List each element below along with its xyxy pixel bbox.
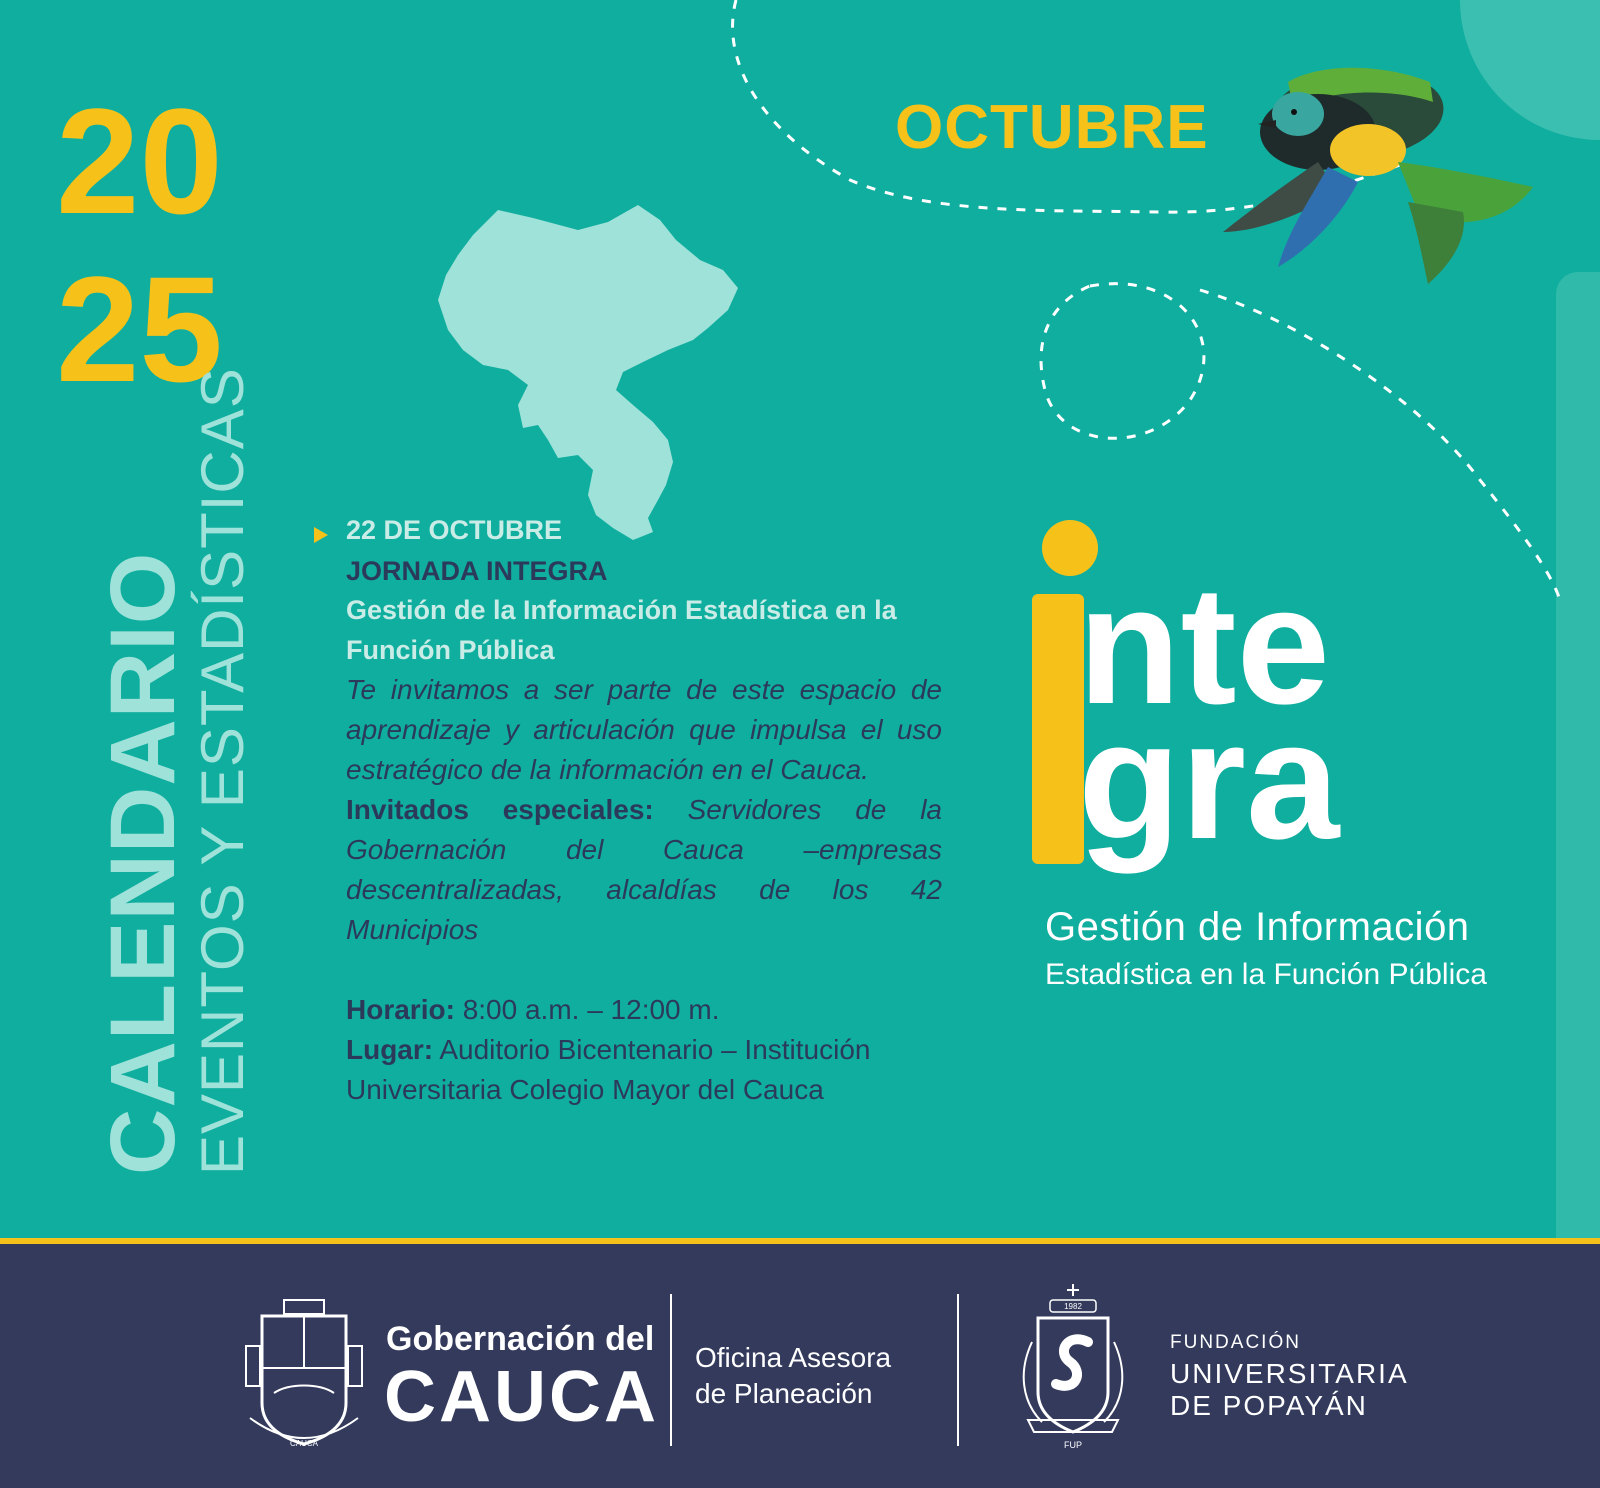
event-details [346, 515, 942, 1110]
fup-line-2: UNIVERSITARIA [1170, 1358, 1409, 1389]
event-description: Te invitamos a ser parte de este espacio de aprendizaje y articulación que impulsa el uso estratégico de la información en el Cauca. [346, 674, 942, 785]
integra-word-top: nte [1078, 551, 1330, 739]
year-top: 20 [56, 77, 223, 245]
fup-shield-icon [1008, 1282, 1138, 1450]
guests-label: Invitados especiales: [346, 794, 654, 825]
month-label: OCTUBRE [895, 93, 1209, 162]
place-value: Auditorio Bicentenario – Institución Universitaria Colegio Mayor del Cauca [346, 1034, 871, 1105]
gov-line-2: CAUCA [384, 1357, 659, 1437]
event-place [346, 1030, 942, 1110]
integra-word-bottom: gra [1078, 686, 1340, 874]
event-guests [346, 790, 942, 950]
fup-badge: FUP [1064, 1440, 1082, 1450]
triangle-bullet-icon [314, 527, 328, 543]
event-schedule [346, 990, 942, 1030]
calendar-subtitle: EVENTOS Y ESTADÍSTICAS [189, 367, 256, 1175]
crest-label: CAUCA [289, 1439, 319, 1448]
tanager-bird-icon [1218, 62, 1543, 287]
place-label: Lugar: [346, 1034, 434, 1065]
year-bottom: 25 [56, 245, 223, 413]
integra-logo [1030, 518, 1490, 883]
integra-tagline-2: Estadística en la Función Pública [1045, 958, 1487, 991]
integra-tagline-1: Gestión de Información [1045, 905, 1470, 949]
guests-value: Servidores de la Gobernación del Cauca –empresas descentralizadas, alcaldías de los 42 Municipios [346, 794, 942, 945]
fup-year: 1982 [1064, 1302, 1082, 1311]
schedule-value: 8:00 a.m. – 12:00 m. [462, 994, 720, 1025]
event-date-row [346, 515, 942, 546]
fup-line-1: FUNDACIÓN [1170, 1332, 1301, 1353]
event-title: JORNADA INTEGRA [346, 556, 608, 586]
gov-line-1: Gobernación del [386, 1320, 655, 1358]
schedule-label: Horario: [346, 994, 455, 1025]
event-subtitle: Gestión de la Información Estadística en la Función Pública [346, 595, 897, 665]
office-line-1: Oficina Asesora [695, 1342, 892, 1373]
vertical-title [92, 367, 258, 1175]
event-date: 22 DE OCTUBRE [346, 515, 563, 545]
footer-separator [670, 1294, 672, 1446]
footer-separator [957, 1294, 959, 1446]
office-line-2: de Planeación [695, 1378, 873, 1409]
cauca-crest-icon [244, 1298, 364, 1450]
fup-line-3: DE POPAYÁN [1170, 1390, 1368, 1421]
cauca-map-icon [438, 200, 748, 545]
calendar-title: CALENDARIO [92, 551, 194, 1175]
